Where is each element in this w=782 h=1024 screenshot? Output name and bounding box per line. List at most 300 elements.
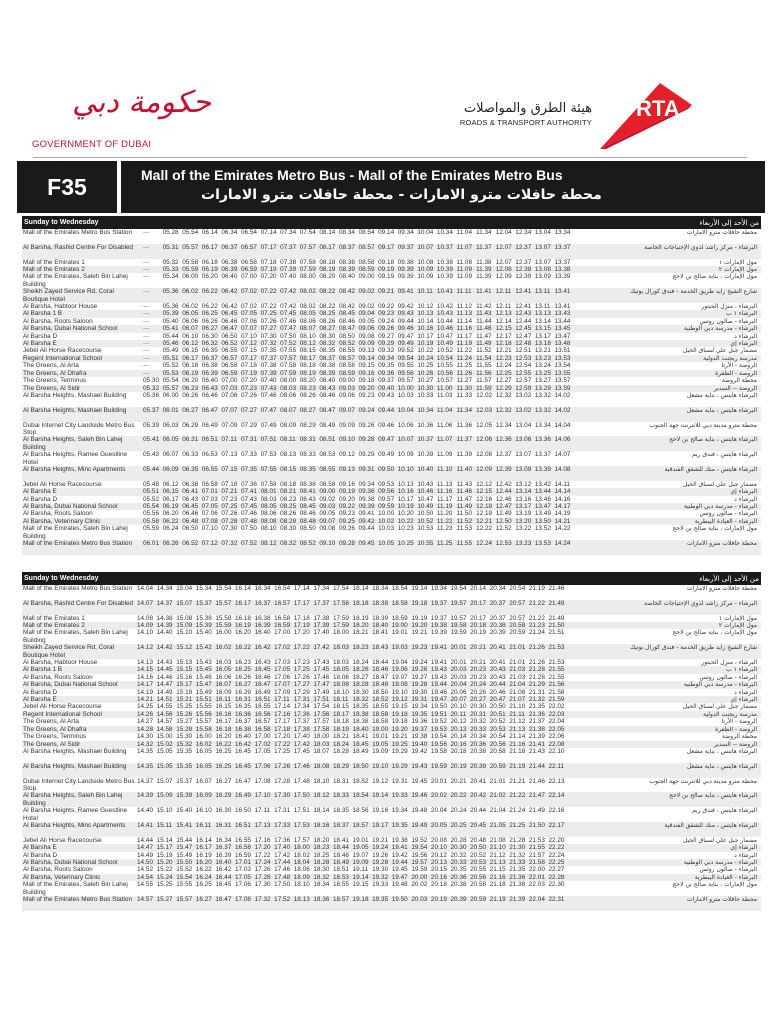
departure-time: — bbox=[143, 303, 150, 311]
departure-time: 12.37 bbox=[495, 451, 512, 459]
departure-time: 21.43 bbox=[528, 747, 545, 755]
departure-time: 18.37 bbox=[332, 821, 349, 829]
departure-time: 16.15 bbox=[215, 703, 232, 711]
departure-time: 20.32 bbox=[450, 851, 467, 859]
departure-time: 15.52 bbox=[176, 866, 193, 874]
departure-time: 19.42 bbox=[411, 747, 428, 755]
departure-time: 17.37 bbox=[293, 718, 310, 726]
departure-time: 06.38 bbox=[221, 258, 238, 266]
departure-time: 14.35 bbox=[137, 762, 153, 770]
table-row bbox=[22, 496, 761, 503]
departure-time: — bbox=[143, 243, 150, 251]
departure-time: 08.53 bbox=[319, 451, 336, 459]
departure-time: 14.16 bbox=[554, 495, 571, 503]
departure-time: 09.22 bbox=[338, 502, 355, 510]
departure-time: 07.38 bbox=[280, 258, 297, 266]
rta-name-arabic: هيئة الطرق والمواصلات bbox=[463, 101, 592, 116]
departure-time: 09.32 bbox=[378, 347, 395, 355]
departure-time: 18.30 bbox=[313, 866, 330, 874]
departure-time: 22.02 bbox=[548, 703, 565, 711]
departure-time: 18.51 bbox=[332, 866, 349, 874]
departure-time: 16.38 bbox=[234, 725, 251, 733]
departure-time: 14.54 bbox=[137, 873, 153, 881]
departure-times bbox=[137, 718, 568, 725]
departure-time: 10.43 bbox=[417, 480, 434, 488]
departure-time: 16.37 bbox=[234, 718, 251, 726]
departure-time: 22.24 bbox=[548, 851, 565, 859]
departure-time: 19.52 bbox=[430, 718, 447, 726]
stop-name-arabic: مدرسة ريجنت الدولية bbox=[703, 710, 757, 718]
departure-times bbox=[143, 362, 574, 369]
departure-time: 07.17 bbox=[260, 243, 277, 251]
departure-time: 11.12 bbox=[456, 303, 473, 311]
departure-time: 21.57 bbox=[528, 851, 545, 859]
departure-time: 13.37 bbox=[554, 258, 571, 266]
departure-time: 07.45 bbox=[240, 502, 257, 510]
departure-time: 08.32 bbox=[280, 539, 297, 547]
departure-time: 20.59 bbox=[509, 629, 526, 637]
departure-time: 15.21 bbox=[176, 696, 193, 704]
departure-time: 08.11 bbox=[280, 436, 296, 444]
departure-time: 20.17 bbox=[470, 614, 487, 622]
departure-time: 07.03 bbox=[201, 495, 218, 503]
departure-time: 11.36 bbox=[456, 421, 473, 429]
departure-time: 06.12 bbox=[162, 480, 179, 488]
departure-time: 19.12 bbox=[372, 777, 389, 785]
table-row bbox=[22, 466, 761, 481]
departure-time: 14.22 bbox=[554, 525, 571, 533]
departure-time: 16.24 bbox=[195, 873, 212, 881]
departure-time: 19.07 bbox=[391, 673, 408, 681]
departure-time: 19.19 bbox=[411, 614, 428, 622]
departure-time: 20.36 bbox=[450, 873, 467, 881]
departure-time: 17.46 bbox=[293, 762, 310, 770]
departure-time: 06.30 bbox=[201, 332, 218, 340]
departure-time: 09.07 bbox=[319, 517, 336, 525]
departure-time: 08.52 bbox=[299, 539, 316, 547]
departure-time: 07.48 bbox=[240, 517, 257, 525]
departure-time: 10.24 bbox=[417, 354, 434, 362]
departure-time: 08.10 bbox=[260, 525, 277, 533]
departure-time: 15.35 bbox=[176, 747, 193, 755]
departure-time: 05.43 bbox=[143, 451, 159, 459]
departure-time: 07.02 bbox=[240, 288, 257, 296]
departure-time: 06.37 bbox=[221, 243, 238, 251]
departure-time: 22.04 bbox=[528, 895, 545, 903]
departure-time: 21.03 bbox=[509, 673, 526, 681]
departure-time: 08.35 bbox=[299, 465, 316, 473]
departure-time: 10.22 bbox=[417, 347, 434, 355]
departure-time: 16.36 bbox=[234, 710, 251, 718]
departure-time: 22.13 bbox=[548, 777, 565, 785]
stop-name-arabic: شارع الشيخ زايد طريق الخدمة - فندق كورال بوتيك bbox=[629, 288, 757, 296]
departure-time: 21.29 bbox=[528, 681, 545, 689]
departure-time: 15.47 bbox=[176, 844, 193, 852]
table-row bbox=[22, 540, 761, 555]
departure-time: 18.28 bbox=[332, 747, 349, 755]
stop-name-arabic: البرشاء هايتس ، بناية صالح بن لاحج bbox=[669, 792, 757, 800]
departure-time: 19.14 bbox=[411, 585, 428, 592]
departure-time: 18.58 bbox=[391, 599, 408, 607]
departure-time: 16.16 bbox=[215, 710, 232, 718]
departure-time: 07.30 bbox=[221, 525, 238, 533]
departure-time: 09.00 bbox=[338, 377, 355, 385]
departure-time: 12.38 bbox=[515, 266, 532, 273]
departure-time: 09.44 bbox=[378, 406, 395, 414]
departure-time: 12.15 bbox=[495, 325, 512, 333]
departure-time: 19.18 bbox=[391, 710, 408, 718]
departure-time: 08.12 bbox=[260, 539, 277, 547]
departure-time: 19.52 bbox=[411, 836, 428, 844]
departure-time: 10.09 bbox=[417, 273, 434, 281]
departure-times bbox=[137, 600, 568, 607]
departure-time: 12.41 bbox=[515, 303, 532, 311]
table-row bbox=[22, 733, 761, 740]
departure-time: 07.11 bbox=[221, 436, 237, 444]
departure-time: 08.25 bbox=[319, 310, 336, 318]
departure-time: 19.20 bbox=[411, 622, 428, 629]
stop-name: Al Barsha D bbox=[23, 688, 58, 696]
departure-time: 09.53 bbox=[378, 480, 395, 488]
section-label-english: Sunday to Wednesday bbox=[24, 219, 99, 226]
departure-time: 07.26 bbox=[240, 391, 257, 399]
departure-time: 21.18 bbox=[489, 881, 506, 889]
departure-time: 18.46 bbox=[332, 851, 349, 859]
table-row bbox=[22, 807, 761, 822]
departure-time: 20.01 bbox=[430, 777, 447, 785]
departure-time: 13.39 bbox=[534, 465, 551, 473]
departure-time: 07.03 bbox=[221, 384, 238, 392]
departure-time: 17.02 bbox=[254, 740, 271, 748]
stop-name: Mall of the Emirates, Saleh Bin Lahej Building bbox=[23, 525, 128, 540]
departure-time: 07.52 bbox=[280, 340, 297, 348]
departure-time: 16.05 bbox=[195, 747, 212, 755]
stop-name-arabic: مول الإمارات ١ bbox=[718, 614, 757, 622]
departure-time: 09.14 bbox=[358, 354, 375, 362]
section-label-arabic: من الأحد إلى الأربعاء bbox=[699, 574, 759, 583]
departure-time: 17.34 bbox=[293, 703, 310, 711]
departure-times bbox=[143, 540, 574, 547]
departure-time: 14.13 bbox=[137, 659, 153, 667]
departure-time: 15.57 bbox=[195, 718, 212, 726]
departure-time: 20.01 bbox=[450, 644, 467, 652]
departure-time: 19.08 bbox=[391, 681, 408, 689]
departure-time: 15.05 bbox=[156, 762, 173, 770]
departure-time: 10.06 bbox=[397, 421, 414, 429]
departure-time: 06.07 bbox=[162, 451, 179, 459]
departure-time: 15.04 bbox=[176, 585, 193, 592]
table-row bbox=[22, 288, 761, 303]
departure-time: 14.09 bbox=[137, 622, 153, 629]
departure-time: 07.20 bbox=[260, 273, 277, 281]
departure-time: 21.47 bbox=[528, 792, 545, 800]
departure-time: 18.30 bbox=[352, 688, 369, 696]
departure-time: 20.41 bbox=[489, 659, 506, 667]
departure-time: 06.46 bbox=[221, 317, 238, 325]
departure-time: 22.28 bbox=[548, 873, 565, 881]
departure-time: 14.58 bbox=[156, 725, 173, 733]
departure-time: 15.28 bbox=[176, 725, 193, 733]
departure-time: 15.55 bbox=[195, 703, 212, 711]
departure-time: 07.07 bbox=[240, 325, 257, 333]
departure-time: 16.34 bbox=[215, 836, 232, 844]
table-row bbox=[22, 355, 761, 362]
departure-time: 15.41 bbox=[176, 821, 193, 829]
departure-time: 21.24 bbox=[509, 807, 526, 815]
departure-time: 20.51 bbox=[489, 710, 506, 718]
departure-time: 14.10 bbox=[137, 629, 153, 637]
stop-name: Regent International School bbox=[23, 710, 102, 718]
departure-time: 15.30 bbox=[176, 733, 193, 741]
departure-times bbox=[143, 340, 574, 347]
table-row bbox=[22, 266, 761, 273]
departure-time: 20.33 bbox=[450, 858, 467, 866]
departure-time: 07.39 bbox=[280, 266, 297, 273]
departure-time: 17.20 bbox=[274, 733, 291, 741]
departure-time: 09.12 bbox=[338, 451, 355, 459]
departure-time: 19.34 bbox=[411, 703, 428, 711]
departure-time: 09.18 bbox=[378, 258, 395, 266]
departure-time: 10.41 bbox=[436, 288, 453, 296]
departure-time: 18.33 bbox=[332, 792, 349, 800]
stop-name: Mall of the Emirates Metro Bus Station bbox=[23, 229, 133, 236]
stop-name-arabic: محطة حافلات مترو الامارات bbox=[686, 539, 757, 547]
departure-time: 20.52 bbox=[489, 718, 506, 726]
stop-name: Jebel Ali Horse Racecourse bbox=[23, 347, 102, 355]
departure-time: 16.05 bbox=[215, 666, 232, 674]
departure-time: 10.16 bbox=[397, 488, 414, 496]
departure-time: 09.49 bbox=[378, 451, 395, 459]
departure-time: 11.54 bbox=[476, 354, 492, 362]
departure-time: 18.38 bbox=[352, 718, 369, 726]
departure-time: 06.40 bbox=[221, 273, 238, 281]
departure-time: 13.09 bbox=[534, 273, 551, 281]
departure-time: 06.59 bbox=[240, 266, 257, 273]
departure-time: 06.20 bbox=[162, 510, 179, 518]
departure-time: 08.20 bbox=[319, 273, 336, 281]
departure-time: 22.17 bbox=[548, 821, 565, 829]
departure-time: 16.03 bbox=[215, 659, 232, 667]
departure-time: 19.05 bbox=[352, 844, 369, 852]
stop-name-arabic: البرشاء ، منزل الحبتور bbox=[701, 303, 757, 311]
departure-time: 17.30 bbox=[254, 881, 271, 889]
departure-time: 05.36 bbox=[162, 303, 179, 311]
departure-times bbox=[143, 488, 574, 495]
departure-time: 16.45 bbox=[254, 666, 271, 674]
departure-time: 06.00 bbox=[162, 391, 179, 399]
departure-time: 06.22 bbox=[201, 288, 218, 296]
departure-time: 08.18 bbox=[280, 480, 297, 488]
stop-name: Al Barsha, Veterinary Clinic bbox=[23, 873, 101, 881]
departure-time: 11.10 bbox=[436, 465, 453, 473]
stop-name-arabic: مدرسة ريجنت الدولية bbox=[703, 354, 757, 362]
departure-time: 19.03 bbox=[391, 644, 408, 652]
departure-time: 16.58 bbox=[254, 725, 271, 733]
departure-time: 16.25 bbox=[195, 881, 212, 889]
departure-time: 07.54 bbox=[299, 229, 316, 236]
departure-time: 07.28 bbox=[221, 517, 238, 525]
departure-time: 14.56 bbox=[156, 710, 173, 718]
departure-time: 14.21 bbox=[137, 696, 153, 704]
departure-time: 06.34 bbox=[221, 229, 238, 236]
departure-time: 06.48 bbox=[182, 517, 199, 525]
departure-time: 05.33 bbox=[162, 266, 179, 273]
departure-time: 07.58 bbox=[299, 258, 316, 266]
table-row bbox=[22, 837, 761, 844]
departure-time: 08.47 bbox=[338, 325, 355, 333]
departure-time: 08.41 bbox=[299, 488, 316, 496]
departure-time: 12.21 bbox=[476, 517, 493, 525]
departure-time: 18.08 bbox=[332, 681, 349, 689]
departure-time: 17.22 bbox=[254, 851, 271, 859]
table-row bbox=[22, 600, 761, 615]
departure-time: 15.07 bbox=[156, 777, 173, 785]
departure-time: 09.29 bbox=[378, 340, 395, 348]
departure-time: 14.35 bbox=[137, 747, 153, 755]
departure-time: 09.24 bbox=[358, 406, 375, 414]
departure-time: 14.47 bbox=[137, 844, 153, 852]
stop-name-arabic: محطة مترو مدينة دبي للانترنت جهة الجنوب bbox=[649, 777, 757, 785]
stop-name-arabic: مضمار جبل علي لسباق الخيل bbox=[682, 480, 757, 488]
departure-time: 16.00 bbox=[195, 733, 212, 741]
departure-time: 09.19 bbox=[378, 273, 395, 281]
departure-time: 10.08 bbox=[417, 258, 434, 266]
departure-time: 18.32 bbox=[313, 873, 330, 881]
route-number: F35 bbox=[17, 161, 117, 213]
departure-time: 15.37 bbox=[195, 599, 212, 607]
departure-time: 09.36 bbox=[358, 488, 375, 496]
stop-name-arabic: البرشاء - صالون روتس bbox=[699, 317, 757, 325]
departure-time: 19.59 bbox=[430, 762, 447, 770]
departure-time: 19.29 bbox=[391, 762, 408, 770]
departure-time: 18.43 bbox=[372, 644, 389, 652]
departure-time: 12.08 bbox=[476, 451, 493, 459]
departure-time: 05.31 bbox=[162, 243, 179, 251]
departure-time: 16.59 bbox=[234, 851, 251, 859]
departure-time: 19.37 bbox=[411, 725, 428, 733]
departure-time: 17.08 bbox=[254, 777, 271, 785]
departure-time: 07.26 bbox=[260, 317, 277, 325]
departure-time: 19.23 bbox=[411, 644, 428, 652]
departure-time: 11.33 bbox=[456, 391, 473, 399]
departure-time: 19.07 bbox=[352, 851, 369, 859]
departure-time: 17.40 bbox=[274, 844, 291, 852]
departure-time: 10.03 bbox=[378, 525, 395, 533]
departure-time: 16.22 bbox=[234, 644, 251, 652]
departure-time: 11.27 bbox=[456, 377, 473, 385]
departure-times bbox=[143, 333, 574, 340]
departure-time: 09.19 bbox=[338, 488, 355, 496]
departure-time: 07.53 bbox=[260, 451, 277, 459]
departure-time: 16.14 bbox=[195, 836, 212, 844]
departure-time: 10.14 bbox=[417, 317, 434, 325]
departure-time: 13.17 bbox=[515, 502, 532, 510]
departure-time: 18.50 bbox=[352, 762, 369, 770]
departure-time: 09.39 bbox=[397, 266, 414, 273]
departure-time: — bbox=[143, 229, 150, 236]
stop-name-arabic: البرشاء د bbox=[734, 688, 757, 696]
departure-time: 20.25 bbox=[450, 821, 467, 829]
departure-time: 19.54 bbox=[430, 733, 447, 741]
departure-time: 18.21 bbox=[332, 733, 349, 741]
departure-time: 06.46 bbox=[182, 510, 199, 518]
departure-time: 20.15 bbox=[430, 866, 447, 874]
departure-time: 12.48 bbox=[515, 340, 532, 348]
departure-time: 12.21 bbox=[495, 347, 512, 355]
departure-time: 09.43 bbox=[378, 391, 395, 399]
departure-time: 07.43 bbox=[240, 495, 257, 503]
departure-time: 14.34 bbox=[156, 585, 173, 592]
departure-time: 17.03 bbox=[274, 659, 291, 667]
departure-time: 17.51 bbox=[313, 696, 330, 704]
departure-time: 15.49 bbox=[176, 851, 193, 859]
departure-time: 15.15 bbox=[176, 666, 193, 674]
departure-time: 12.44 bbox=[495, 488, 512, 496]
departure-time: 19.45 bbox=[411, 777, 428, 785]
departure-time: 14.04 bbox=[137, 585, 153, 592]
departure-time: 10.57 bbox=[436, 377, 453, 385]
departure-times bbox=[137, 866, 568, 873]
stop-name-arabic: مول الإمارات ، بناية صالح بن لاحج bbox=[672, 273, 757, 281]
departure-time: 09.14 bbox=[378, 229, 395, 236]
departure-time: 22.04 bbox=[548, 718, 565, 726]
stop-name: The Greens, Al Arta bbox=[23, 362, 79, 370]
departure-time: 15.09 bbox=[176, 622, 193, 629]
table-row bbox=[22, 259, 761, 266]
departure-time: 17.18 bbox=[274, 725, 291, 733]
departure-time: 07.57 bbox=[299, 243, 316, 251]
departure-time: 06.55 bbox=[201, 465, 218, 473]
departure-time: 11.17 bbox=[436, 495, 453, 503]
departure-time: 15.58 bbox=[195, 725, 212, 733]
departure-time: 18.31 bbox=[332, 777, 349, 785]
departure-time: 12.57 bbox=[515, 377, 532, 385]
stop-name: Al Barsha Heights, Mashael Building bbox=[23, 406, 127, 414]
departure-time: 18.03 bbox=[313, 740, 330, 748]
departure-time: 05.28 bbox=[162, 229, 179, 236]
stop-name-arabic: مول الإمارات ، بناية صالح بن لاحج bbox=[672, 629, 757, 637]
departure-time: 15.00 bbox=[156, 733, 173, 741]
stop-name: Al Barsha, Roots Saloon bbox=[23, 317, 93, 325]
departure-time: 17.59 bbox=[332, 614, 349, 622]
departure-time: 19.44 bbox=[391, 858, 408, 866]
departure-time: 10.43 bbox=[436, 310, 453, 318]
departure-time: 06.26 bbox=[182, 391, 199, 399]
departure-time: 21.50 bbox=[548, 622, 565, 629]
departure-time: 18.06 bbox=[293, 866, 310, 874]
stop-name: Al Barsha E bbox=[23, 340, 57, 348]
departure-time: 19.34 bbox=[391, 807, 408, 815]
stop-name: Al Barsha, Dubai National School bbox=[23, 325, 118, 333]
departure-time: 07.51 bbox=[260, 436, 277, 444]
table-row bbox=[22, 347, 761, 354]
departure-time: 06.03 bbox=[162, 421, 179, 429]
table-row bbox=[22, 333, 761, 340]
departure-time: 10.33 bbox=[417, 391, 434, 399]
departure-time: 22.22 bbox=[548, 844, 565, 852]
departure-time: 21.38 bbox=[528, 725, 545, 733]
departure-time: 09.27 bbox=[378, 332, 395, 340]
departure-time: 12.22 bbox=[476, 525, 493, 533]
departure-time: 06.45 bbox=[221, 310, 238, 318]
departure-time: 07.18 bbox=[260, 258, 277, 266]
departure-time: 10.03 bbox=[397, 391, 414, 399]
departure-time: 22.16 bbox=[548, 807, 565, 815]
table-row bbox=[22, 822, 761, 837]
table-row bbox=[22, 370, 761, 377]
departure-time: 06.38 bbox=[201, 362, 218, 370]
departure-time: 06.46 bbox=[201, 391, 218, 399]
